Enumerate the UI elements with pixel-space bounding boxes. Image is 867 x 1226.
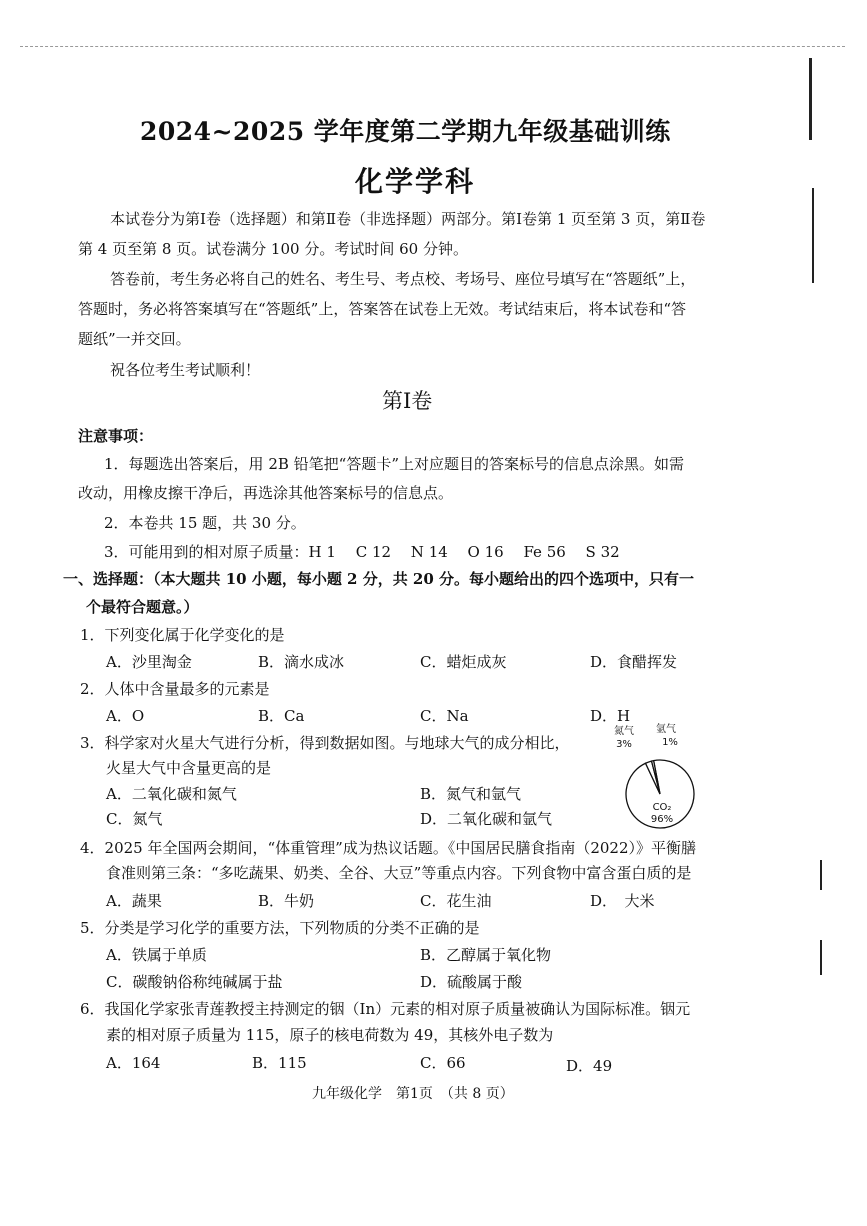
note-item: 3．可能用到的相对原子质量：H 1 C 12 N 14 O 16 Fe 56 S 32 (104, 543, 620, 561)
option-c: C．66 (420, 1054, 466, 1072)
option-a: A．二氧化碳和氮气 (106, 785, 237, 803)
page-footer: 九年级化学 第1页 （共 8 页） (312, 1086, 514, 1102)
option-c: C．碳酸钠俗称纯碱属于盐 (106, 973, 283, 991)
question-stem: 3．科学家对火星大气进行分析，得到数据如图。与地球大气的成分相比， (80, 734, 570, 752)
option-b: B．滴水成冰 (258, 653, 345, 671)
question-stem: 1．下列变化属于化学变化的是 (80, 626, 285, 644)
note-item: 2．本卷共 15 题，共 30 分。 (104, 514, 306, 532)
margin-mark (820, 860, 822, 890)
intro-line: 题纸”一并交回。 (78, 330, 191, 348)
intro-line: 第 4 页至第 8 页。试卷满分 100 分。考试时间 60 分钟。 (78, 240, 468, 258)
pie-label-nitrogen: 氮气 (614, 726, 634, 737)
option-b: B．115 (252, 1054, 307, 1072)
option-d: D．H (590, 707, 631, 725)
question-stem: 5．分类是学习化学的重要方法，下列物质的分类不正确的是 (80, 919, 480, 937)
notes-heading: 注意事项： (78, 427, 154, 445)
intro-line: 答题时，务必将答案填写在“答题纸”上，答案答在试卷上无效。考试结束后，将本试卷和“答 (78, 300, 687, 318)
option-c: C．氮气 (106, 810, 163, 828)
option-a: A．164 (106, 1054, 161, 1072)
option-b: B．Ca (258, 707, 305, 725)
option-b: B．牛奶 (258, 892, 315, 910)
section-title: 第Ⅰ卷 (382, 389, 433, 413)
note-item: 改动，用橡皮擦干净后，再选涂其他答案标号的信息点。 (78, 484, 454, 502)
option-a: A．沙里淘金 (106, 653, 192, 671)
margin-mark (820, 940, 822, 975)
part-heading: 一、选择题：（本大题共 10 小题，每小题 2 分，共 20 分。每小题给出的四个选项中，只有一 (63, 570, 695, 588)
pie-label-co2: CO₂ (652, 802, 672, 813)
top-border (20, 46, 845, 47)
mars-atmosphere-pie-chart (608, 722, 713, 832)
subject-title: 化学学科 (355, 165, 476, 198)
pie-value-co2: 96% (650, 814, 674, 825)
option-a: A．铁属于单质 (106, 946, 207, 964)
option-d: D． 大米 (590, 892, 655, 910)
pie-value-nitrogen: 3% (616, 739, 632, 750)
option-b: B．氮气和氩气 (420, 785, 522, 803)
option-d: D．食醋挥发 (590, 653, 678, 671)
pie-label-argon: 氩气 (656, 724, 676, 735)
option-b: B．乙醇属于氧化物 (420, 946, 552, 964)
question-stem: 食准则第三条：“多吃蔬果、奶类、全谷、大豆”等重点内容。下列食物中富含蛋白质的是 (106, 864, 692, 882)
question-stem: 素的相对原子质量为 115，原子的核电荷数为 49，其核外电子数为 (106, 1026, 554, 1044)
option-c: C．蜡炬成灰 (420, 653, 507, 671)
exam-title: 2024~2025 学年度第二学期九年级基础训练 (140, 117, 671, 146)
option-a: A．蔬果 (106, 892, 162, 910)
intro-line: 本试卷分为第Ⅰ卷（选择题）和第Ⅱ卷（非选择题）两部分。第Ⅰ卷第 1 页至第 3 页，第Ⅱ卷 (110, 210, 706, 228)
question-stem: 2．人体中含量最多的元素是 (80, 680, 270, 698)
question-stem: 6．我国化学家张青莲教授主持测定的铟（In）元素的相对原子质量被确认为国际标准。铟元 (80, 1000, 691, 1018)
option-c: C．花生油 (420, 892, 492, 910)
margin-mark (812, 188, 814, 283)
option-a: A．O (106, 707, 145, 725)
option-d: D．二氧化碳和氩气 (420, 810, 553, 828)
question-stem: 4．2025 年全国两会期间，“体重管理”成为热议话题。《中国居民膳食指南（2022）》平衡膳 (80, 839, 696, 857)
pie-value-argon: 1% (662, 737, 678, 748)
option-c: C．Na (420, 707, 469, 725)
option-d: D．硫酸属于酸 (420, 973, 523, 991)
question-stem: 火星大气中含量更高的是 (106, 759, 272, 777)
intro-line: 答卷前，考生务必将自己的姓名、考生号、考点校、考场号、座位号填写在“答题纸”上， (110, 270, 696, 288)
note-item: 1．每题选出答案后，用 2B 铅笔把“答题卡”上对应题目的答案标号的信息点涂黑。如需 (104, 455, 684, 473)
good-luck-text: 祝各位考生考试顺利！ (110, 361, 261, 379)
option-d: D．49 (566, 1057, 613, 1075)
margin-mark (809, 58, 812, 140)
part-heading: 个最符合题意。） (86, 598, 199, 616)
